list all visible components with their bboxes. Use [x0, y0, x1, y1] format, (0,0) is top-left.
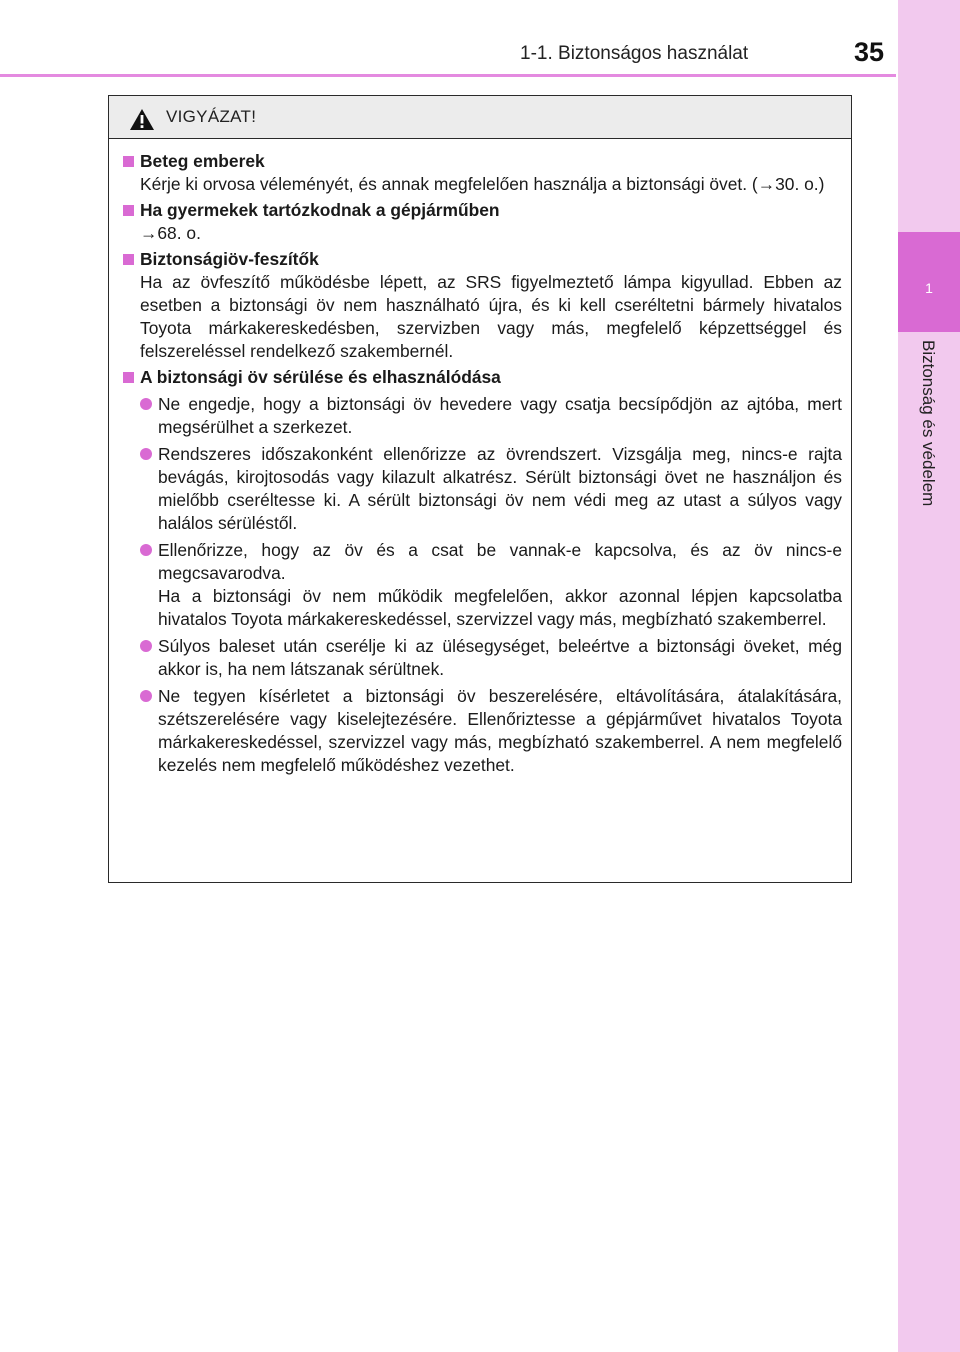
list-item [140, 393, 842, 439]
header-rule [0, 74, 896, 77]
list-item [140, 685, 842, 777]
section-title: 1-1. Biztonságos használat [520, 43, 749, 64]
caution-header [109, 96, 851, 139]
chapter-number: 1 [925, 280, 933, 296]
item-text: →68. o. [140, 223, 201, 243]
caution-item [123, 199, 842, 245]
round-bullet-icon [140, 640, 152, 652]
page-number: 35 [853, 37, 884, 67]
warning-triangle-icon [129, 108, 155, 131]
item-text: Ha az övfeszítő működésbe lépett, az SRS figyelmeztető lámpa kigyullad. Ebben az esetben a biztonsági öv nem használható újra, és ki kell cseréltetni bármely hivatalos Toyota márkakereskedésben, szervizben vagy más, megfelelő képzettséggel és felszereléssel rendelkező szakembernél. [140, 272, 842, 361]
item-title: A biztonsági öv sérülése és elhasználódása [140, 367, 501, 387]
chapter-title: Biztonság és védelem [919, 340, 938, 507]
item-title: Ha gyermekek tartózkodnak a gépjárműben [140, 200, 500, 220]
caution-item [123, 366, 842, 777]
round-bullet-icon [140, 544, 152, 556]
bullet-text: Súlyos baleset után cserélje ki az ülésegységet, beleértve a biztonsági öveket, még akkor is, ha nem látszanak sérültnek. [158, 636, 842, 679]
round-bullet-icon [140, 690, 152, 702]
caution-body [109, 139, 851, 777]
list-item [140, 443, 842, 535]
item-title: Biztonságiöv-feszítők [140, 249, 319, 269]
bullet-text: Ne engedje, hogy a biztonsági öv hevedere vagy csatja becsípődjön az ajtóba, mert megsérülhet a szerkezet. [158, 394, 842, 437]
bullet-text-continued: Ha a biztonsági öv nem működik megfelelően, akkor azonnal lépjen kapcsolatba hivatalos Toyota márkakereskedéssel, szervizzel vagy más, megbízható szakemberrel. [158, 586, 842, 629]
bullet-text: Ellenőrizze, hogy az öv és a csat be vannak-e kapcsolva, és az öv nincs-e megcsavarodva. [158, 540, 842, 583]
caution-item [123, 150, 842, 196]
bullet-text: Rendszeres időszakonként ellenőrizze az övrendszert. Vizsgálja meg, nincs-e rajta bevágás, kirojtosodás vagy kilazult alkatrész. Sérült biztonsági övet ne használjon és mielőbb cseréltesse ki. A sérült biztonsági öv nem védi meg az utast a súlyos vagy halálos sérüléstől. [158, 444, 842, 533]
list-item [140, 539, 842, 631]
round-bullet-icon [140, 448, 152, 460]
caution-item [123, 248, 842, 363]
list-item [140, 635, 842, 681]
square-bullet-icon [123, 254, 134, 265]
item-text: Kérje ki orvosa véleményét, és annak megfelelően használja a biztonsági övet. (→30. o.) [140, 174, 825, 194]
bullet-text: Ne tegyen kísérletet a biztonsági öv beszerelésére, eltávolítására, átalakítására, szétszerelésére vagy kiselejtezésére. Ellenőriztesse a gépjárművet hivatalos Toyota márkakereskedéssel, szervizzel vagy más, megbízható szakemberrel. A nem megfelelő kezelés nem megfelelő működéshez vezethet. [158, 686, 842, 775]
item-title: Beteg emberek [140, 151, 265, 171]
side-band [898, 0, 960, 1352]
square-bullet-icon [123, 205, 134, 216]
caution-box [108, 95, 852, 883]
square-bullet-icon [123, 372, 134, 383]
square-bullet-icon [123, 156, 134, 167]
round-bullet-icon [140, 398, 152, 410]
caution-title: VIGYÁZAT! [166, 107, 257, 126]
